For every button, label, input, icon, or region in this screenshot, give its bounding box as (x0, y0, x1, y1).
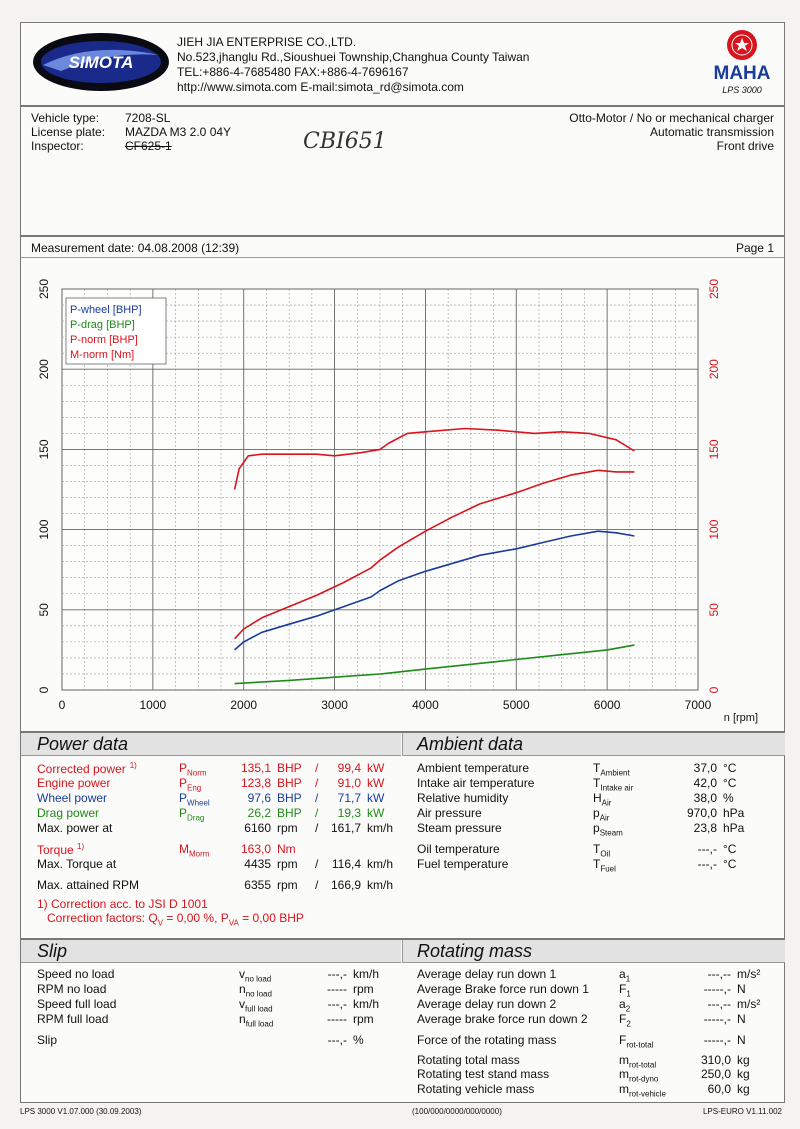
y2-tick-label: 100 (707, 519, 721, 540)
correction-note: 1) Correction acc. to JSI D 1001 (37, 897, 208, 911)
ambient-rows-symbol-main: T (593, 761, 601, 775)
power-data-title: Power data (37, 734, 129, 754)
ambient-rows-symbol-sub: Fuel (600, 864, 616, 874)
slip-rows-unit: rpm (353, 1012, 374, 1026)
rot-rows-value: -----,- (703, 982, 731, 996)
correction-factors-a: Correction factors: Q (47, 911, 158, 925)
ambient-rows-unit: °C (723, 776, 737, 790)
rot-rows-symbol (619, 997, 630, 1013)
power-row-unit1: BHP (277, 776, 302, 790)
power-row-value1: 26,2 (247, 806, 271, 820)
power-row-unit1: BHP (277, 761, 302, 775)
ambient-rows-symbol-sub: Steam (599, 828, 623, 838)
power-row-label-text: Corrected power (37, 762, 126, 776)
power-ambient-box (20, 732, 785, 939)
power-row-symbol-main: P (179, 761, 188, 775)
rot-rows-symbol-sub: rot-dyno (629, 1074, 659, 1084)
correction-factors-c: = 0,00 BHP (238, 911, 304, 925)
ambient-rows-symbol (593, 791, 611, 807)
rotating-mass-title: Rotating mass (417, 941, 533, 961)
slip-rows-value: ---,- (327, 1033, 347, 1047)
slip-rows-symbol-sub: full load (245, 1004, 273, 1014)
rot-rows-symbol (619, 982, 631, 998)
rot-rows-label: Force of the rotating mass (417, 1033, 557, 1047)
power-row-value2: 161,7 (330, 821, 361, 835)
ambient-rows-value: ---,- (697, 857, 717, 871)
company-name: JIEH JIA ENTERPRISE CO.,LTD. (177, 35, 357, 49)
slip-rows-symbol (239, 997, 273, 1013)
ambient-rows-symbol-sub: Air (601, 798, 612, 808)
footer-left: LPS 3000 V1.07.000 (30.09.2003) (20, 1107, 142, 1116)
y2-tick-label: 50 (707, 603, 721, 617)
rot-rows-symbol-sub: 2 (626, 1019, 631, 1029)
x-tick-label: 7000 (684, 698, 712, 712)
rot-rows-symbol-main: a (619, 967, 626, 981)
power-row-value1: 6160 (244, 821, 271, 835)
ambient-rows-value: 37,0 (693, 761, 717, 775)
power-row-symbol-sub: Wheel (187, 798, 210, 808)
ambient-rows-unit: °C (723, 842, 737, 856)
power-row-unit2: km/h (367, 821, 394, 835)
simota-logo-text: SIMOTA (68, 53, 134, 72)
chart-legend (66, 298, 166, 364)
ambient-rows-label: Oil temperature (417, 842, 500, 856)
power-row-symbol-main: P (179, 806, 188, 820)
slip-rows-symbol (239, 982, 272, 998)
power-row-unit1: BHP (277, 806, 302, 820)
max-rpm-label: Max. attained RPM (37, 878, 140, 892)
torque-at-rpm: 4435 (244, 857, 271, 871)
rot-rows-label: Rotating vehicle mass (417, 1082, 535, 1096)
y-tick-label: 200 (37, 359, 51, 380)
x-tick-label: 0 (58, 698, 66, 712)
power-row-symbol-sub: Eng (187, 783, 202, 793)
torque-label (37, 842, 84, 857)
transmission-type: Automatic transmission (649, 125, 774, 139)
slip-rows-unit: % (353, 1033, 364, 1047)
power-row-symbol-sub: Drag (187, 813, 205, 823)
ambient-rows-label: Ambient temperature (417, 761, 530, 775)
rot-rows-unit: m/s² (737, 967, 761, 981)
rot-rows-value: ---,-- (707, 997, 731, 1011)
license-plate-value: MAZDA M3 2.0 04Y (125, 125, 232, 139)
slip-rows-label: Slip (37, 1033, 58, 1047)
slip-rotating-box (20, 939, 785, 1103)
slip-rows-label: RPM no load (37, 982, 107, 996)
slip-rows-value: ---,- (327, 967, 347, 981)
correction-factors-b: = 0,00 %, P (163, 911, 229, 925)
rot-rows-unit: m/s² (737, 997, 761, 1011)
power-row-label-text: Drag power (37, 806, 100, 820)
ambient-rows-label: Relative humidity (417, 791, 509, 805)
ambient-rows-symbol-sub: Air (599, 813, 610, 823)
rot-rows-symbol-sub: rot-vehicle (629, 1089, 666, 1099)
y-tick-label: 0 (37, 686, 51, 694)
rot-rows-symbol (619, 1082, 666, 1098)
slip-rows-symbol-main: n (239, 1012, 246, 1026)
max-rpm-unit: rpm (277, 878, 298, 892)
power-row-symbol (179, 806, 204, 822)
ambient-rows-unit: hPa (723, 806, 745, 820)
ambient-rows-symbol-main: p (593, 806, 600, 820)
slip-title: Slip (37, 941, 68, 961)
power-row-symbol-sub: Norm (187, 768, 207, 778)
rot-rows-value: 310,0 (700, 1053, 731, 1067)
max-rpm-value: 6355 (244, 878, 271, 892)
drive-type: Front drive (716, 139, 774, 153)
rot-rows-label: Average Brake force run down 1 (417, 982, 589, 996)
slip-title-bar (21, 940, 401, 963)
power-row-value2: 99,4 (337, 761, 361, 775)
y2-tick-label: 150 (707, 439, 721, 460)
rot-rows-label: Average brake force run down 2 (417, 1012, 588, 1026)
rot-rows-value: -----,- (703, 1012, 731, 1026)
power-row-value1: 123,8 (240, 776, 271, 790)
legend-p-norm: P-norm [BHP] (70, 334, 138, 346)
rot-rows-symbol-main: F (619, 982, 627, 996)
ambient-rows-symbol-main: T (593, 857, 601, 871)
rot-rows-symbol-sub: 2 (625, 1004, 631, 1014)
ambient-rows-label: Fuel temperature (417, 857, 509, 871)
power-row-label (37, 821, 112, 835)
slip-rows-value: ---,- (327, 997, 347, 1011)
slip-rows-symbol-sub: full load (245, 1019, 274, 1029)
simota-logo (31, 31, 171, 93)
torque-symbol-main: M (179, 842, 189, 856)
slip-rows-value: ----- (327, 1012, 347, 1026)
y2-tick-label: 200 (707, 359, 721, 380)
legend-p-wheel: P-wheel [BHP] (70, 304, 142, 316)
slip-rows-label: Speed full load (37, 997, 117, 1011)
power-row-symbol (179, 761, 207, 777)
rot-rows-symbol-main: m (619, 1067, 629, 1081)
ambient-rows-symbol-main: T (593, 776, 601, 790)
rot-rows-symbol-main: F (619, 1033, 627, 1047)
ambient-rows-symbol (593, 806, 609, 822)
rot-rows-symbol (619, 1067, 658, 1083)
slip-rows-symbol-sub: no load (245, 989, 272, 999)
legend-m-norm: M-norm [Nm] (70, 349, 135, 361)
power-row-value2: 71,7 (337, 791, 361, 805)
footer-center: (100/000/0000/000/0000) (412, 1107, 502, 1116)
power-row-label-sup: 1) (129, 761, 137, 770)
vehicle-box (20, 106, 785, 236)
rot-rows-unit: N (737, 982, 746, 996)
rot-rows-symbol-sub: 1 (626, 989, 631, 999)
measurement-divider (21, 257, 784, 258)
ambient-rows-value: 38,0 (693, 791, 717, 805)
legend-p-drag: P-drag [BHP] (70, 319, 135, 331)
ambient-rows-symbol (593, 857, 616, 873)
power-row-unit2: kW (367, 791, 385, 805)
ambient-rows-symbol-main: H (593, 791, 602, 805)
power-row-unit1: BHP (277, 791, 302, 805)
max-rpm-speed: 166,9 (330, 878, 361, 892)
ambient-rows-symbol-sub: Oil (600, 849, 611, 859)
maha-model: LPS 3000 (722, 85, 762, 95)
y-tick-label: 150 (37, 439, 51, 460)
rot-rows-symbol (619, 967, 630, 983)
footer-right: LPS-EURO V1.11.002 (702, 1107, 782, 1116)
ambient-rows-label: Steam pressure (417, 821, 502, 835)
rot-rows-unit: kg (737, 1053, 750, 1067)
x-axis-label: n [rpm] (723, 712, 758, 724)
rot-rows-label: Average delay run down 2 (417, 997, 557, 1011)
torque-label-text: Torque (37, 843, 74, 857)
y-tick-label: 100 (37, 519, 51, 540)
ambient-rows-symbol (593, 821, 623, 837)
power-row-symbol (179, 776, 201, 792)
power-row-unit2: kW (367, 761, 385, 775)
power-row-sep: / (315, 761, 319, 775)
power-row-sep: / (315, 806, 319, 820)
max-rpm-speed-unit: km/h (367, 878, 394, 892)
ambient-rows-value: 23,8 (693, 821, 717, 835)
ambient-rows-symbol-main: T (593, 842, 601, 856)
rot-rows-symbol-main: m (619, 1053, 629, 1067)
power-row-label (37, 761, 137, 776)
x-tick-label: 3000 (321, 698, 348, 712)
x-tick-label: 6000 (593, 698, 621, 712)
power-row-label-text: Max. power at (37, 821, 113, 835)
correction-factors-sub1: V (157, 918, 164, 928)
power-row-sep: / (315, 821, 319, 835)
power-row-label-text: Engine power (37, 776, 111, 790)
correction-factors (47, 911, 304, 927)
rot-rows-label: Average delay run down 1 (417, 967, 557, 981)
torque-value: 163,0 (240, 842, 271, 856)
power-row-unit2: kW (367, 806, 385, 820)
x-tick-label: 1000 (139, 698, 167, 712)
page-number: Page 1 (735, 241, 774, 255)
power-row-unit1: rpm (277, 821, 298, 835)
rot-rows-symbol-sub: rot-total (629, 1060, 657, 1070)
rot-rows-value: -----,- (703, 1033, 731, 1047)
slip-rows-symbol-sub: no load (245, 974, 272, 984)
ambient-rows-label: Intake air temperature (417, 776, 535, 790)
maha-logo (707, 27, 777, 99)
ambient-rows-symbol-sub: Intake air (600, 783, 634, 793)
torque-unit: Nm (277, 842, 296, 856)
torque-symbol (179, 842, 209, 858)
rot-rows-unit: kg (737, 1082, 750, 1096)
ambient-rows-symbol-sub: Ambient (600, 768, 630, 778)
power-row-value2: 19,3 (337, 806, 361, 820)
company-tel-fax: TEL:+886-4-7685480 FAX:+886-4-7696167 (177, 65, 409, 79)
power-row-label-text: Wheel power (37, 791, 108, 805)
rot-rows-unit: kg (737, 1067, 750, 1081)
rot-rows-unit: N (737, 1033, 746, 1047)
power-row-label (37, 806, 99, 820)
power-row-value1: 97,6 (247, 791, 271, 805)
ambient-rows-value: 42,0 (693, 776, 717, 790)
rot-rows-label: Rotating test stand mass (417, 1067, 550, 1081)
rot-rows-symbol (619, 1033, 653, 1049)
ambient-data-title: Ambient data (417, 734, 524, 754)
power-row-unit2: kW (367, 776, 385, 790)
rot-rows-unit: N (737, 1012, 746, 1026)
slip-rows-symbol-main: n (239, 982, 246, 996)
license-plate-label: License plate: (31, 125, 106, 139)
torque-at-speed-unit: km/h (367, 857, 394, 871)
ambient-rows-unit: % (723, 791, 734, 805)
ambient-rows-symbol (593, 761, 630, 777)
power-row-symbol (179, 791, 210, 807)
rot-rows-symbol-sub: 1 (625, 974, 631, 984)
power-row-sep: / (315, 776, 319, 790)
torque-symbol-sub: Morm (189, 849, 210, 859)
rot-rows-symbol-main: m (619, 1082, 629, 1096)
rot-rows-symbol-sub: rot-total (626, 1040, 654, 1050)
slip-rows-label: RPM full load (37, 1012, 109, 1026)
vehicle-type-label: Vehicle type: (31, 111, 100, 125)
inspector-label: Inspector: (31, 139, 84, 153)
handwritten-note: CBI651 (303, 129, 387, 154)
y-tick-label: 50 (37, 603, 51, 617)
slip-rows-value: ----- (327, 982, 347, 996)
vehicle-type-value: 7208-SL (125, 111, 171, 125)
slip-rows-symbol-main: v (239, 997, 245, 1011)
rot-rows-value: 250,0 (700, 1067, 731, 1081)
power-row-symbol-main: P (179, 791, 188, 805)
torque-at-speed: 116,4 (331, 857, 361, 871)
rot-rows-label: Rotating total mass (417, 1053, 520, 1067)
company-web-mail: http://www.simota.com E-mail:simota_rd@simota.com (177, 80, 464, 94)
power-row-symbol-main: P (179, 776, 188, 790)
slip-rows-unit: km/h (353, 997, 380, 1011)
torque-at-sep: / (315, 857, 319, 871)
slip-rows-unit: rpm (353, 982, 374, 996)
engine-type: Otto-Motor / No or mechanical charger (569, 111, 774, 125)
rot-rows-symbol (619, 1012, 631, 1028)
x-tick-label: 4000 (412, 698, 439, 712)
ambient-rows-symbol-main: p (593, 821, 600, 835)
slip-rows-symbol-main: v (239, 967, 245, 981)
dyno-chart (20, 260, 783, 726)
rot-rows-symbol-main: F (619, 1012, 627, 1026)
x-tick-label: 5000 (502, 698, 530, 712)
ambient-rows-symbol (593, 842, 610, 858)
power-row-value2: 91,0 (337, 776, 361, 790)
header-box (20, 22, 785, 106)
y2-tick-label: 250 (707, 278, 721, 300)
measurement-date: Measurement date: 04.08.2008 (12:39) (31, 241, 240, 255)
inspector-value: CF625-1 (125, 139, 172, 153)
ambient-rows-value: ---,- (697, 842, 717, 856)
power-row-label (37, 791, 107, 805)
ambient-rows-unit: °C (723, 761, 737, 775)
ambient-rows-symbol (593, 776, 633, 792)
torque-label-sup: 1) (77, 842, 85, 851)
y-tick-label: 250 (37, 278, 51, 300)
max-rpm-sep: / (315, 878, 319, 892)
slip-rows-unit: km/h (353, 967, 380, 981)
power-row-value1: 135,1 (240, 761, 271, 775)
ambient-rows-value: 970,0 (686, 806, 717, 820)
torque-at-rpm-unit: rpm (277, 857, 298, 871)
slip-rows-symbol (239, 967, 271, 983)
rot-rows-symbol-main: a (619, 997, 626, 1011)
slip-rows-label: Speed no load (37, 967, 115, 981)
rot-rows-value: 60,0 (707, 1082, 731, 1096)
ambient-rows-label: Air pressure (417, 806, 482, 820)
x-tick-label: 2000 (230, 698, 258, 712)
rot-rows-value: ---,-- (707, 967, 731, 981)
ambient-rows-unit: hPa (723, 821, 745, 835)
torque-at-label: Max. Torque at (37, 857, 117, 871)
company-address: No.523,jhanglu Rd.,Sioushuei Township,Changhua County Taiwan (177, 50, 530, 64)
y2-tick-label: 0 (707, 686, 721, 694)
slip-rows-symbol (239, 1012, 273, 1028)
power-row-sep: / (315, 791, 319, 805)
ambient-rows-unit: °C (723, 857, 737, 871)
maha-logo-text: MAHA (713, 63, 771, 84)
power-row-label (37, 776, 110, 790)
correction-factors-sub2: VA (228, 918, 239, 928)
